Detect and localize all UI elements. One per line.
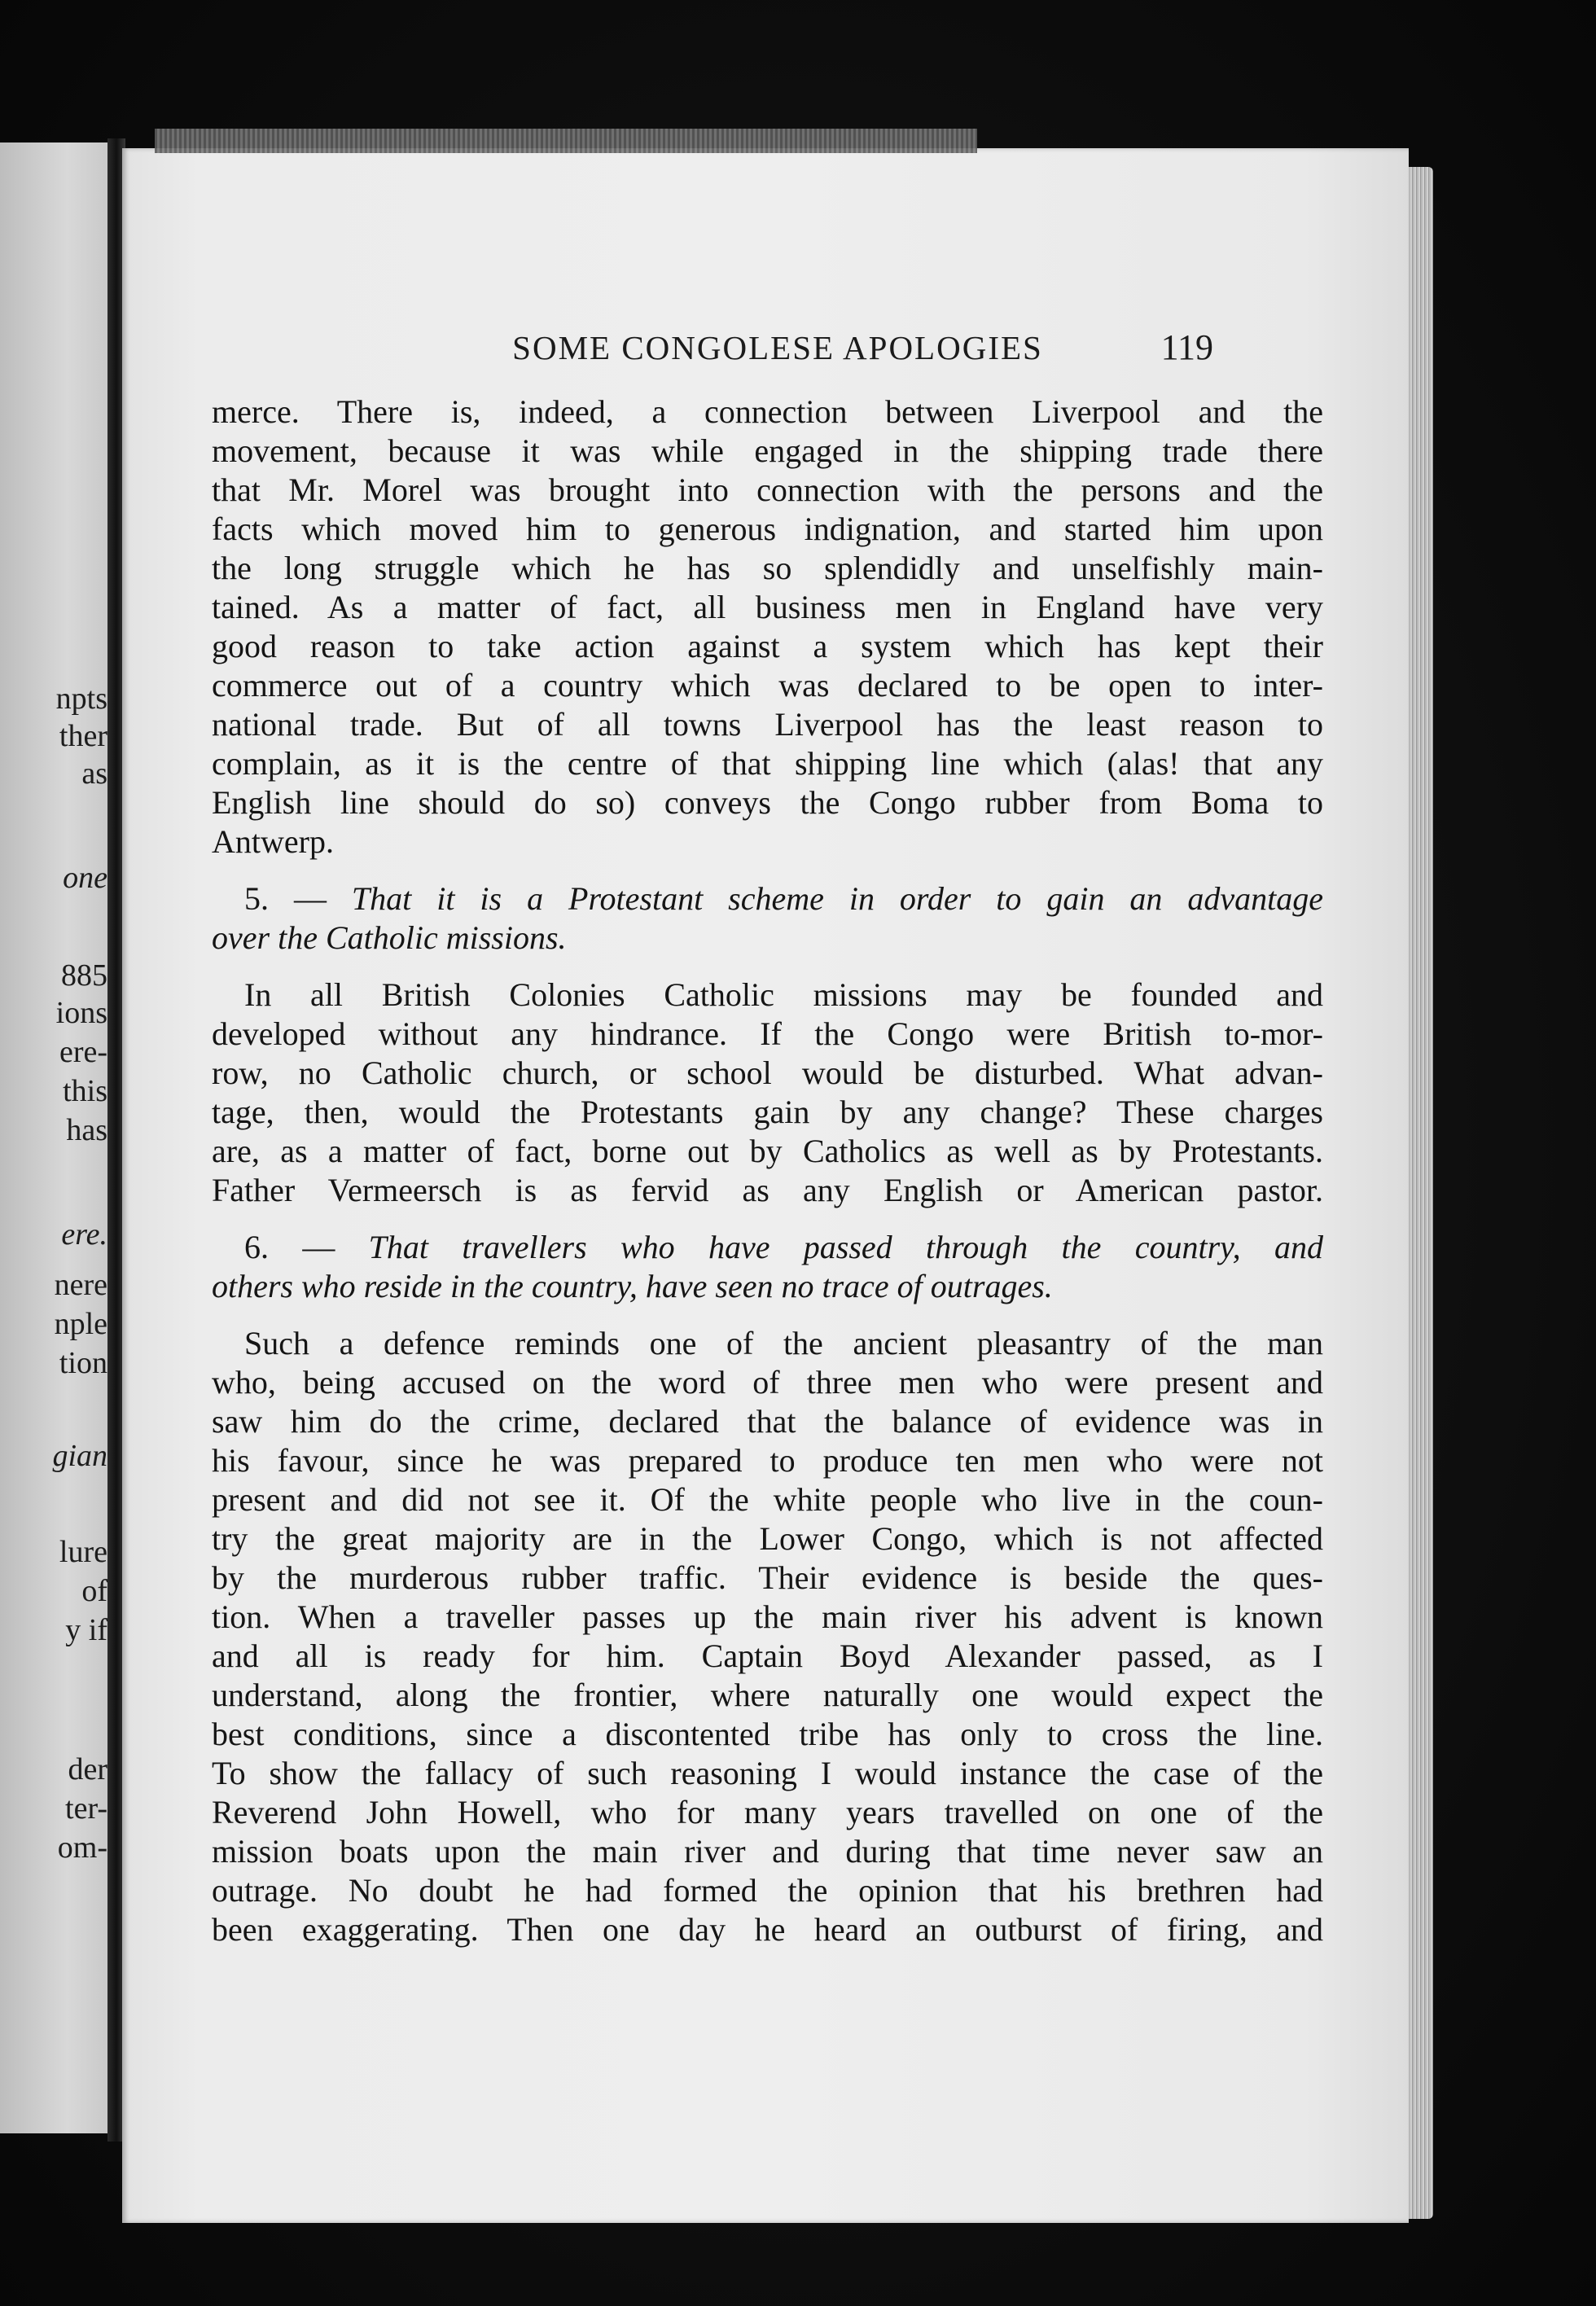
heading-line [212, 879, 1323, 918]
text-line: facts which moved him to generous indignation, and started him upon [212, 511, 1323, 547]
heading-text: That it is a Protestant scheme in order to gain an advantage [351, 880, 1323, 917]
left-fragment: ions [55, 996, 107, 1030]
running-head [432, 323, 1213, 380]
running-title: SOME CONGOLESE APOLOGIES [512, 329, 1043, 366]
left-fragment: lure [59, 1535, 107, 1569]
text-line: Reverend John Howell, who for many years travelled on one of the [212, 1794, 1323, 1830]
text-line: To show the fallacy of such reasoning I would instance the case of the [212, 1755, 1323, 1791]
paragraph-5 [212, 975, 1323, 1210]
text-line: saw him do the crime, declared that the balance of evidence was in [212, 1403, 1323, 1440]
heading-number: 5. — [244, 880, 352, 917]
text-line: Antwerp. [212, 823, 334, 860]
left-fragment: tion [59, 1346, 107, 1380]
text-line: who, being accused on the word of three men who were present and [212, 1364, 1323, 1401]
text-line: complain, as it is the centre of that shipping line which (alas! that any [212, 745, 1323, 782]
text-line: Such a defence reminds one of the ancient pleasantry of the man [244, 1325, 1323, 1361]
text-line: best conditions, since a discontented tribe has only to cross the line. [212, 1716, 1323, 1752]
text-line: try the great majority are in the Lower Congo, which is not affected [212, 1520, 1323, 1557]
left-fragment: npts [55, 682, 107, 716]
heading-text: That travellers who have passed through the country, and [368, 1229, 1324, 1265]
text-line: present and did not see it. Of the white people who live in the coun- [212, 1481, 1323, 1518]
heading-line: over the Catholic missions. [212, 919, 567, 956]
text-line: are, as a matter of fact, borne out by Catholics as well as by Protestants. [212, 1133, 1323, 1169]
left-fragment: nere [54, 1268, 107, 1302]
book-page [122, 148, 1409, 2223]
left-facing-page [0, 142, 122, 2133]
left-fragment: nple [54, 1307, 107, 1341]
text-line: tion. When a traveller passes up the main river his advent is known [212, 1598, 1323, 1635]
left-fragment: ter- [65, 1791, 107, 1826]
text-line: outrage. No doubt he had formed the opinion that his brethren had [212, 1872, 1323, 1909]
left-fragment: om- [57, 1830, 107, 1865]
text-line: Father Vermeersch is as fervid as any English or American pastor. [212, 1172, 1323, 1208]
left-fragment: ere. [61, 1217, 107, 1252]
left-fragment: ther [59, 719, 107, 753]
text-line: tage, then, would the Protestants gain by any change? These charges [212, 1094, 1323, 1130]
text-line: his favour, since he was prepared to produce ten men who were not [212, 1442, 1323, 1479]
left-fragment: as [81, 756, 107, 791]
text-line: developed without any hindrance. If the Congo were British to-mor- [212, 1015, 1323, 1052]
heading-line: others who reside in the country, have seen no trace of outrages. [212, 1268, 1053, 1304]
heading-number: 6. — [244, 1229, 369, 1265]
text-line: national trade. But of all towns Liverpool has the least reason to [212, 706, 1323, 743]
left-fragment: y if [65, 1613, 107, 1647]
left-fragment: ere- [59, 1035, 107, 1069]
text-line: and all is ready for him. Captain Boyd Alexander passed, as I [212, 1637, 1323, 1674]
left-fragment: 885 [61, 958, 107, 993]
text-line: tained. As a matter of fact, all business men in England have very [212, 589, 1323, 625]
page-number: 119 [1160, 327, 1213, 367]
text-line: In all British Colonies Catholic missions may be founded and [244, 976, 1323, 1013]
text-line: commerce out of a country which was declared to be open to inter- [212, 667, 1323, 704]
paragraph-6 [212, 1324, 1323, 1949]
binding-strip [155, 129, 977, 153]
paragraph-continuation [212, 392, 1323, 861]
section-heading-6 [212, 1228, 1323, 1306]
text-block [212, 392, 1323, 1949]
text-line: movement, because it was while engaged in the shipping trade there [212, 432, 1323, 469]
text-line: understand, along the frontier, where naturally one would expect the [212, 1677, 1323, 1713]
section-heading-5 [212, 879, 1323, 958]
left-fragment: der [68, 1752, 107, 1786]
text-line: been exaggerating. Then one day he heard an outburst of firing, and [212, 1911, 1323, 1948]
text-line: English line should do so) conveys the Congo rubber from Boma to [212, 784, 1323, 821]
text-line: row, no Catholic church, or school would be disturbed. What advan- [212, 1054, 1323, 1091]
left-fragment: has [66, 1113, 107, 1147]
text-line: that Mr. Morel was brought into connection with the persons and the [212, 471, 1323, 508]
left-fragment: gian [52, 1439, 107, 1473]
left-fragment: this [63, 1074, 107, 1108]
left-fragment: one [63, 861, 107, 895]
left-fragment: of [81, 1574, 107, 1608]
heading-line [212, 1228, 1323, 1267]
text-line: by the murderous rubber traffic. Their evidence is beside the ques- [212, 1559, 1323, 1596]
text-line: mission boats upon the main river and during that time never saw an [212, 1833, 1323, 1870]
text-line: the long struggle which he has so splendidly and unselfishly main- [212, 550, 1323, 586]
text-line: merce. There is, indeed, a connection between Liverpool and the [212, 393, 1323, 430]
text-line: good reason to take action against a system which has kept their [212, 628, 1323, 664]
